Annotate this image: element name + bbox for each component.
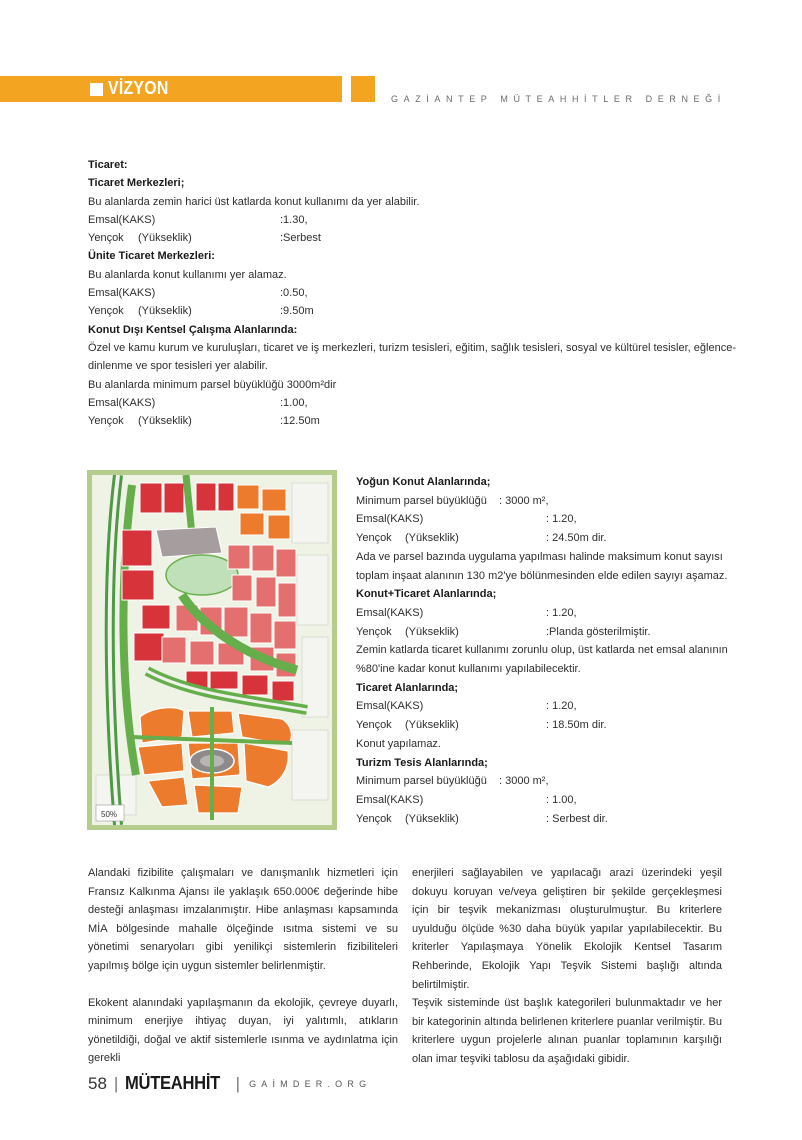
- ta-yencok-value: : 18.50m dir.: [546, 719, 607, 732]
- tm-yencok-value: :Serbest: [280, 232, 321, 245]
- association-name: GAZİANTEP MÜTEAHHİTLER DERNEĞİ: [391, 94, 726, 104]
- ut-emsal-label: Emsal(KAKS): [88, 287, 156, 300]
- ut-yukseklik-label: (Yükseklik): [138, 305, 192, 318]
- yk-yencok-label: Yençok: [356, 532, 392, 545]
- konut-ticaret-heading: Konut+Ticaret Alanlarında;: [356, 588, 497, 601]
- kd-text-2: dinlenme ve spor tesisleri yer alabilir.: [88, 360, 268, 373]
- tm-emsal-row: [88, 211, 738, 229]
- page-number: 58: [88, 1073, 107, 1093]
- header-accent-tab: [351, 76, 375, 102]
- left-paragraph-2: Ekokent alanındaki yapılaşmanın da ekolojik, çevreye duyarlı, minimum enerjiye ihtiyaç duyan, iyi yalıtımlı, atıkların yönetildiği, doğal ve aktif sistemlerle ısınma ve aydınlatma için gerekli: [88, 996, 398, 1065]
- kd-yencok-value: :12.50m: [280, 415, 320, 428]
- tt-yencok-label: Yençok: [356, 812, 392, 825]
- kt-emsal-value: : 1.20,: [546, 606, 577, 619]
- ta-yencok-row: [356, 716, 736, 735]
- turizm-tesis-heading: Turizm Tesis Alanlarında;: [356, 756, 488, 769]
- ta-emsal-row: [356, 697, 736, 716]
- yk-emsal-label: Emsal(KAKS): [356, 513, 424, 526]
- kd-yencok-label: Yençok: [88, 415, 124, 428]
- kd-yencok-row: [88, 412, 738, 430]
- kt-yukseklik-label: (Yükseklik): [405, 625, 459, 638]
- kt-yencok-value: :Planda gösterilmiştir.: [546, 625, 651, 638]
- footer-separator-1: |: [113, 1073, 119, 1093]
- right-paragraph-2: Teşvik sisteminde üst başlık kategorileri bulunmaktadır ve her bir kategorinin altında belirlenen kriterlere puanlar verilmiştir. Bu kriterlere uygun projelerle alınan puanlar toplamının karşılığı olan imar teşviki tablosu da aşağıdaki gibidir.: [412, 997, 722, 1065]
- footer-separator-2: |: [235, 1073, 241, 1093]
- body-column-right: [412, 864, 722, 1069]
- map-scale-label: 50%: [101, 810, 118, 819]
- ut-text: Bu alanlarda konut kullanımı yer alamaz.: [88, 268, 287, 281]
- page-footer: [88, 1073, 371, 1094]
- yk-yukseklik-label: (Yükseklik): [405, 532, 459, 545]
- kt-emsal-label: Emsal(KAKS): [356, 606, 424, 619]
- yk-emsal-row: [356, 510, 736, 529]
- ut-yencok-row: [88, 302, 738, 320]
- tt-yukseklik-label: (Yükseklik): [405, 812, 459, 825]
- ticaret-alanlari-heading: Ticaret Alanlarında;: [356, 681, 459, 694]
- yk-min-row: [356, 492, 736, 511]
- kd-emsal-row: [88, 394, 738, 412]
- zoning-rules-right: [356, 473, 736, 828]
- ta-yukseklik-label: (Yükseklik): [405, 719, 459, 732]
- tm-yencok-row: [88, 229, 738, 247]
- konut-disi-heading: Konut Dışı Kentsel Çalışma Alanlarında:: [88, 323, 298, 336]
- tm-emsal-label: Emsal(KAKS): [88, 213, 156, 226]
- section-title: VİZYON: [108, 78, 169, 98]
- body-column-left: [88, 864, 398, 1068]
- ticaret-heading: Ticaret:: [88, 159, 128, 171]
- right-paragraph-1: enerjileri sağlayabilen ve yapılacağı arazi üzerindeki yeşil dokuyu koruyan ve/veya geliştiren bir şekilde gerçekleşmesi için bir teşvik mekanizması oluşturulmuştur. Bu kriterlere uyulduğu ölçüde %30 daha büyük yapılar yapılabilecektir. Bu kriterler Yapılaşmaya Yönelik Ekolojik Kentsel Tasarım Rehberinde, Ekolojik Yapı Teşvik Sistemi başlığı altında belirtilmiştir.: [412, 867, 722, 991]
- kd-emsal-value: :1.00,: [280, 396, 308, 409]
- ut-yencok-label: Yençok: [88, 305, 124, 318]
- zoning-rules-top: [88, 156, 738, 430]
- tm-text: Bu alanlarda zemin harici üst katlarda konut kullanımı da yer alabilir.: [88, 195, 420, 208]
- section-header-bar: [0, 76, 342, 102]
- ta-text-1: Konut yapılamaz.: [356, 737, 441, 750]
- yk-min-value: : 3000 m²,: [499, 494, 549, 507]
- yk-yencok-value: : 24.50m dir.: [546, 532, 607, 545]
- section-square-icon: [90, 83, 103, 96]
- yk-text-1: Ada ve parsel bazında uygulama yapılması halinde maksimum konut sayısı: [356, 550, 723, 563]
- master-plan-illustration: [92, 475, 332, 825]
- tt-yencok-value: : Serbest dir.: [546, 812, 608, 825]
- tm-yencok-label: Yençok: [88, 232, 124, 245]
- tt-min-value: : 3000 m²,: [499, 775, 549, 788]
- ut-yencok-value: :9.50m: [280, 305, 314, 318]
- tt-yencok-row: [356, 810, 736, 829]
- kt-yencok-label: Yençok: [356, 625, 392, 638]
- kd-emsal-label: Emsal(KAKS): [88, 396, 156, 409]
- magazine-brand: MÜTEAHHİT: [125, 1073, 221, 1093]
- tt-emsal-label: Emsal(KAKS): [356, 793, 424, 806]
- kd-text-1: Özel ve kamu kurum ve kuruluşları, ticaret ve iş merkezleri, turizm tesisleri, eğitim, sağlık tesisleri, sosyal ve kültürel tesisler, eğlence-: [88, 341, 736, 354]
- kt-text-1: Zemin katlarda ticaret kullanımı zorunlu olup, üst katlarda net emsal alanının: [356, 644, 728, 657]
- ticaret-merkezleri-heading: Ticaret Merkezleri;: [88, 177, 185, 190]
- tm-emsal-value: :1.30,: [280, 213, 308, 226]
- master-plan-map: [87, 470, 337, 830]
- unite-heading: Ünite Ticaret Merkezleri:: [88, 250, 215, 263]
- yk-min-label: Minimum parsel büyüklüğü: [356, 494, 487, 507]
- website-link[interactable]: GAİMDER.ORG: [249, 1078, 372, 1089]
- kd-yukseklik-label: (Yükseklik): [138, 415, 192, 428]
- tm-yukseklik-label: (Yükseklik): [138, 232, 192, 245]
- ta-yencok-label: Yençok: [356, 719, 392, 732]
- kt-yencok-row: [356, 623, 736, 642]
- ut-emsal-row: [88, 284, 738, 302]
- master-plan-map-image: [92, 475, 332, 825]
- yk-emsal-value: : 1.20,: [546, 513, 577, 526]
- left-paragraph-1: Alandaki fizibilite çalışmaları ve danışmanlık hizmetleri için Fransız Kalkınma Ajansı ile yaklaşık 650.000€ değerinde hibe desteği anlaşması imzalanmıştır. Hibe anlaşması kapsamında MİA bölgesinde mahalle ölçeğinde ısıtma sistemi ve su yönetimi senaryoları gibi yenilikçi sistemlerin fizibiliteleri yapılmış bölge için uygun sistemler belirlenmiştir.: [88, 867, 398, 972]
- yk-text-2: toplam inşaat alanının 130 m2'ye bölünmesinden elde edilen sayıyı aşamaz.: [356, 569, 728, 582]
- kd-text-3: Bu alanlarda minimum parsel büyüklüğü 3000m²dir: [88, 378, 337, 391]
- ta-emsal-label: Emsal(KAKS): [356, 700, 424, 713]
- tt-min-label: Minimum parsel büyüklüğü: [356, 775, 487, 788]
- tt-min-row: [356, 772, 736, 791]
- kt-text-2: %80'ine kadar konut kullanımı yapılabilecektir.: [356, 663, 581, 676]
- tt-emsal-row: [356, 791, 736, 810]
- ut-emsal-value: :0.50,: [280, 287, 308, 300]
- yogun-konut-heading: Yoğun Konut Alanlarında;: [356, 476, 491, 488]
- tt-emsal-value: : 1.00,: [546, 793, 577, 806]
- kt-emsal-row: [356, 604, 736, 623]
- yk-yencok-row: [356, 529, 736, 548]
- ta-emsal-value: : 1.20,: [546, 700, 577, 713]
